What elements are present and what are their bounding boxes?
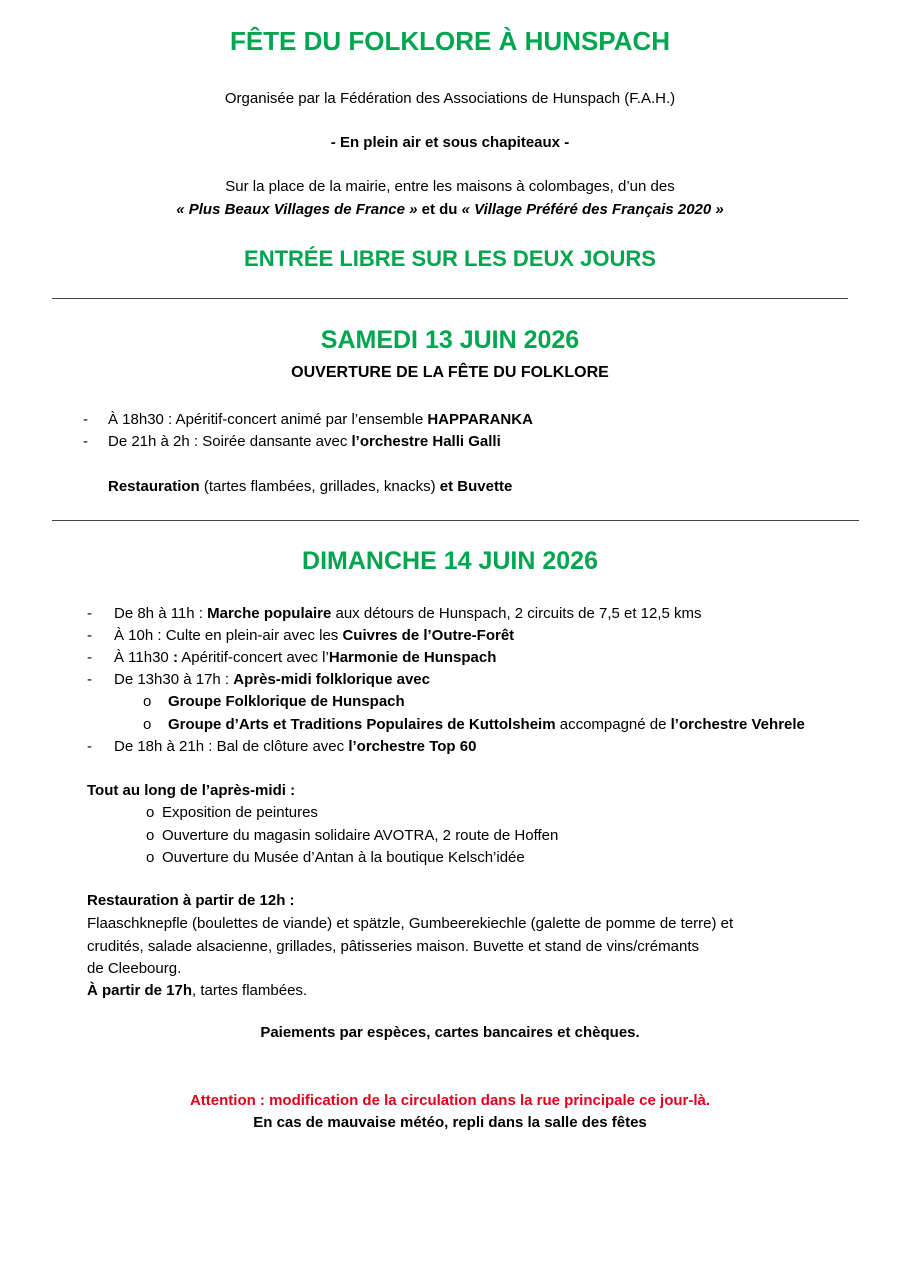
list-bullet: - [87,738,92,755]
organizer-line: Organisée par la Fédération des Associations de Hunspach (F.A.H.) [224,90,676,107]
sub-bullet: o [146,849,155,866]
sunday-item-4: De 13h30 à 17h : Après-midi folklorique avec [114,671,430,688]
sub-bullet: o [146,804,155,821]
afternoon-title: Tout au long de l’après-midi : [87,782,296,799]
afternoon-item-3: Ouverture du Musée d’Antan à la boutique Kelsch’idée [162,849,525,866]
saturday-item-1: À 18h30 : Apéritif-concert animé par l’ensemble HAPPARANKA [108,411,533,428]
saturday-subtitle: OUVERTURE DE LA FÊTE DU FOLKLORE [291,364,609,381]
label-village-prefere: « Village Préféré des Français 2020 » [461,201,724,218]
divider [52,520,859,521]
sunday-food-line-1: Flaaschknepfle (boulettes de viande) et spätzle, Gumbeerekiechle (galette de pomme de terre) et [87,915,734,932]
label-plus-beaux-villages: « Plus Beaux Villages de France » [176,201,418,218]
sunday-item-1: De 8h à 11h : Marche populaire aux détours de Hunspach, 2 circuits de 7,5 et 12,5 kms [114,605,702,622]
list-bullet: - [87,649,92,666]
afternoon-item-1: Exposition de peintures [162,804,318,821]
free-entry-heading: ENTRÉE LIBRE SUR LES DEUX JOURS [244,246,656,271]
sub-bullet: o [146,827,155,844]
divider [52,298,848,299]
list-bullet: - [87,605,92,622]
sunday-food-line-3: de Cleebourg. [87,960,182,977]
saturday-title: SAMEDI 13 JUIN 2026 [320,326,580,354]
sunday-item-2: À 10h : Culte en plein-air avec les Cuivres de l’Outre-Forêt [114,627,515,644]
sunday-food-line-4: À partir de 17h, tartes flambées. [87,982,308,999]
sub-bullet: o [143,716,152,733]
list-bullet: - [87,671,92,688]
sub-bullet: o [143,693,152,710]
sunday-subitem-2: Groupe d’Arts et Traditions Populaires de Kuttolsheim accompagné de l’orchestre Vehrele [168,716,805,733]
traffic-warning: Attention : modification de la circulation dans la rue principale ce jour-là. [189,1092,711,1109]
location-line-2: « Plus Beaux Villages de France » et du « Village Préféré des Français 2020 » [176,201,724,218]
list-bullet: - [83,433,88,450]
sunday-subitem-1: Groupe Folklorique de Hunspach [168,693,405,710]
afternoon-item-2: Ouverture du magasin solidaire AVOTRA, 2 route de Hoffen [162,827,559,844]
sunday-item-5: De 18h à 21h : Bal de clôture avec l’orchestre Top 60 [114,738,477,755]
weather-note: En cas de mauvaise météo, repli dans la salle des fêtes [253,1114,647,1131]
sunday-item-3: À 11h30 : Apéritif-concert avec l’Harmonie de Hunspach [114,649,497,666]
sunday-food-title: Restauration à partir de 12h : [87,892,295,909]
sunday-food-line-2: crudités, salade alsacienne, grillades, pâtisseries maison. Buvette et stand de vins/crémants [87,938,699,955]
page-title: FÊTE DU FOLKLORE À HUNSPACH [229,26,671,56]
payment-info: Paiements par espèces, cartes bancaires et chèques. [260,1024,640,1041]
sunday-title: DIMANCHE 14 JUIN 2026 [302,547,598,575]
location-line-1: Sur la place de la mairie, entre les maisons à colombages, d’un des [225,178,675,195]
saturday-item-2: De 21h à 2h : Soirée dansante avec l’orchestre Halli Galli [108,433,501,450]
tagline: - En plein air et sous chapiteaux - [330,134,570,151]
list-bullet: - [83,411,88,428]
saturday-food: Restauration (tartes flambées, grillades, knacks) et Buvette [108,478,513,495]
list-bullet: - [87,627,92,644]
